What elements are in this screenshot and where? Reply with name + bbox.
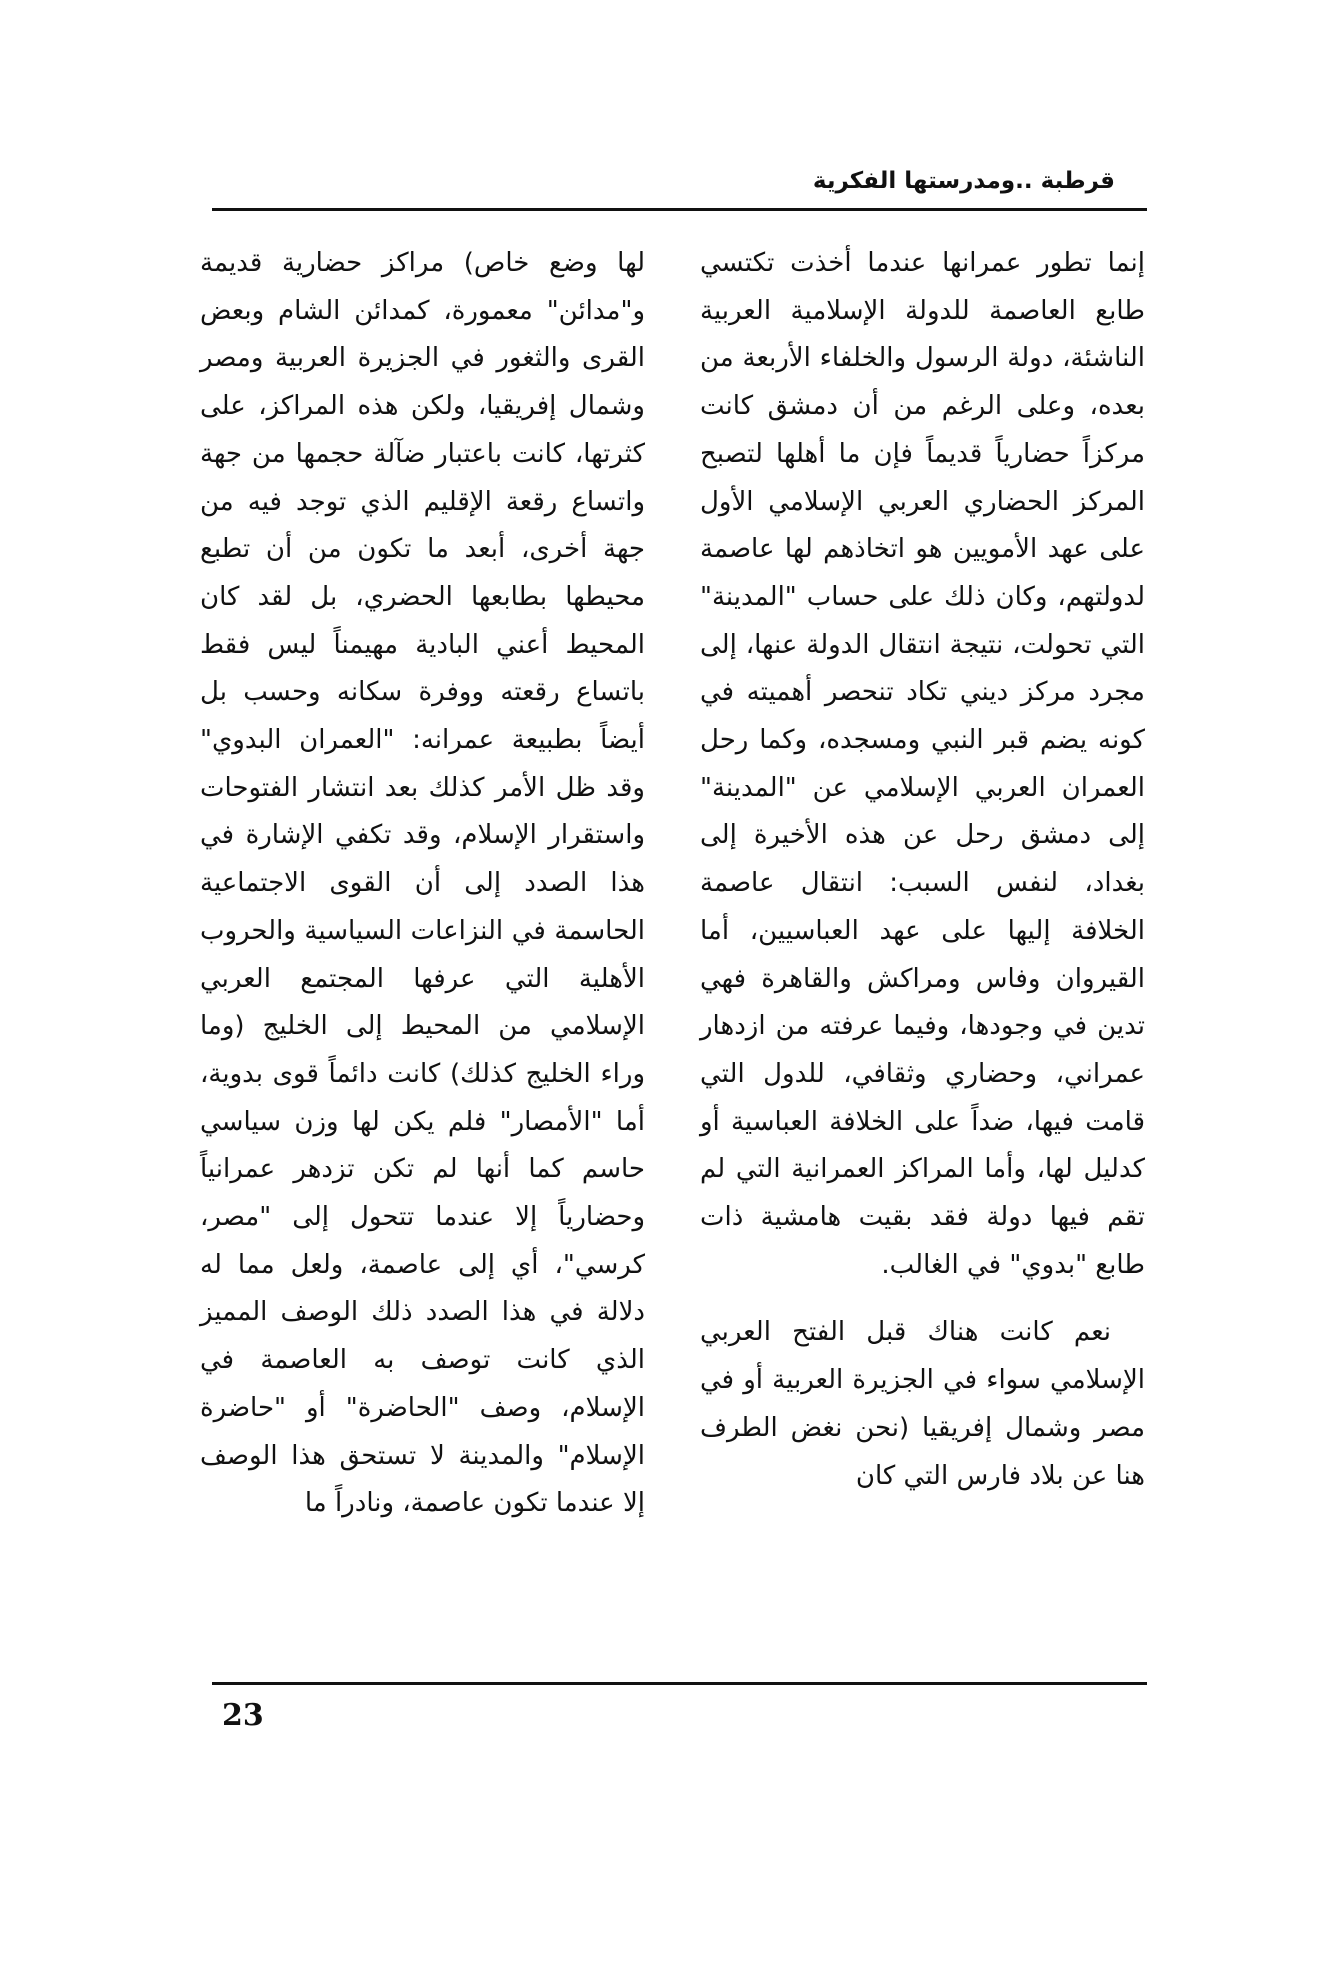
- paragraph: إنما تطور عمرانها عندما أخذت تكتسي طابع العاصمة للدولة الإسلامية العربية الناشئة، دولة الرسول والخلفاء الأربعة من بعده، وعلى الرغم من أن دمشق كانت مركزاً حضارياً قديماً فإن ما أهلها لتصبح المركز الحضاري العربي الإسلامي الأول على عهد الأمويين هو اتخاذهم لها عاصمة لدولتهم، وكان ذلك على حساب "المدينة" التي تحولت، نتيجة انتقال الدولة عنها، إلى مجرد مركز ديني تكاد تنحصر أهميته في كونه يضم قبر النبي ومسجده، وكما رحل العمران العربي الإسلامي عن "المدينة" إلى دمشق رحل عن هذه الأخيرة إلى بغداد، لنفس السبب: انتقال عاصمة الخلافة إليها على عهد العباسيين، أما القيروان وفاس ومراكش والقاهرة فهي تدين في وجودها، وفيما عرفته من ازدهار عمراني، وحضاري وثقافي، للدول التي قامت فيها، ضداً على الخلافة العباسية أو كدليل لها، وأما المراكز العمرانية التي لم تقم فيها دولة فقد بقيت هامشية ذات طابع "بدوي" في الغالب.: [700, 248, 1145, 1280]
- page-number: 23: [222, 1698, 264, 1733]
- footer-rule: [212, 1682, 1147, 1685]
- paragraph: لها وضع خاص) مراكز حضارية قديمة و"مدائن" معمورة، كمدائن الشام وبعض القرى والثغور في الجزيرة العربية ومصر وشمال إفريقيا، ولكن هذه المراكز، على كثرتها، كانت باعتبار ضآلة حجمها من جهة واتساع رقعة الإقليم الذي توجد فيه من جهة أخرى، أبعد ما تكون من أن تطبع محيطها بطابعها الحضري، بل لقد كان المحيط أعني البادية مهيمناً ليس فقط باتساع رقعته ووفرة سكانه وحسب بل أيضاً بطبيعة عمرانه: "العمران البدوي" وقد ظل الأمر كذلك بعد انتشار الفتوحات واستقرار الإسلام، وقد تكفي الإشارة في هذا الصدد إلى أن القوى الاجتماعية الحاسمة في النزاعات السياسية والحروب الأهلية التي عرفها المجتمع العربي الإسلامي من المحيط إلى الخليج (وما وراء الخليج كذلك) كانت دائماً قوى بدوية، أما "الأمصار" فلم يكن لها وزن سياسي حاسم كما أنها لم تكن تزدهر عمرانياً وحضارياً إلا عندما تتحول إلى "مصر، كرسي"، أي إلى عاصمة، ولعل مما له دلالة في هذا الصدد ذلك الوصف المميز الذي كانت توصف به العاصمة في الإسلام، وصف "الحاضرة" أو "حاضرة الإسلام" والمدينة لا تستحق هذا الوصف إلا عندما تكون عاصمة، ونادراً ما: [200, 248, 645, 1519]
- header-rule: [212, 208, 1147, 211]
- text-column-right: [700, 240, 1145, 1500]
- paragraph: نعم كانت هناك قبل الفتح العربي الإسلامي سواء في الجزيرة العربية أو في مصر وشمال إفريقيا (نحن نغض الطرف هنا عن بلاد فارس التي كان: [700, 1317, 1145, 1491]
- running-header: قرطبة ..ومدرستها الفكرية: [812, 168, 1115, 194]
- text-column-left: [200, 240, 645, 1528]
